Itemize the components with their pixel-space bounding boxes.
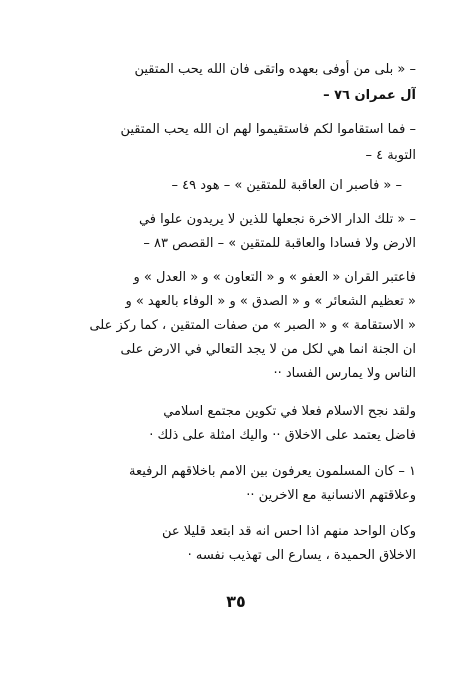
body-line: « الاستقامة » و « الصبر » من صفات المتقين ، كما ركز على: [89, 318, 416, 333]
verse-reference-line: الارض ولا فسادا والعاقبة للمتقين » – القصص ٨٣ –: [143, 236, 416, 251]
verse-line: – « فاصبر ان العاقبة للمتقين » – هود ٤٩ –: [171, 178, 402, 193]
body-line: « تعظيم الشعائر » و « الصدق » و « الوفاء بالعهد » و: [125, 294, 416, 309]
list-item-line: وعلاقتهم الانسانية مع الاخرين ··: [246, 488, 416, 503]
verse-reference-line: آل عمران ٧٦ –: [323, 88, 416, 103]
body-line: وكان الواحد منهم اذا احس انه قد ابتعد قليلا عن: [161, 524, 416, 539]
body-line: الناس ولا يمارس الفساد ··: [273, 366, 416, 381]
body-line: الاخلاق الحميدة ، يسارع الى تهذيب نفسه ·: [187, 548, 416, 563]
verse-line: – فما استقاموا لكم فاستقيموا لهم ان الله يحب المتقين: [120, 122, 416, 137]
page-number: ٣٥: [226, 592, 246, 611]
list-item-line: ١ – كان المسلمون يعرفون بين الامم باخلاقهم الرفيعة: [129, 464, 416, 479]
body-line: ان الجنة انما هي لكل من لا يجد التعالي في الارض على: [120, 342, 416, 357]
verse-line: – « تلك الدار الاخرة نجعلها للذين لا يريدون علوا في: [138, 212, 416, 227]
verse-reference-line: التوبة ٤ –: [365, 148, 416, 163]
verse-line: – « بلى من أوفى بعهده واتقى فان الله يحب المتقين: [134, 62, 416, 77]
body-line: فاعتبر القران « العفو » و « التعاون » و « العدل » و: [133, 270, 416, 285]
body-line: ولقد نجح الاسلام فعلا في تكوين مجتمع اسلامي: [163, 404, 416, 419]
body-line: فاضل يعتمد على الاخلاق ·· واليك امثلة على ذلك ·: [149, 428, 416, 443]
